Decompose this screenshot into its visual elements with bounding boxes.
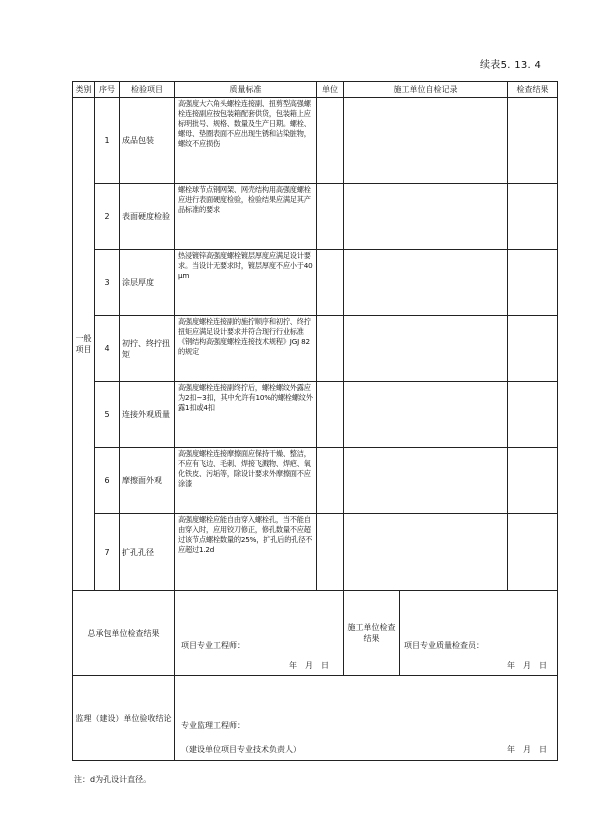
row-result-cell[interactable] <box>508 184 558 250</box>
row-item: 成品包装 <box>120 98 175 184</box>
row-seq: 5 <box>95 382 120 448</box>
signature-row-inspection <box>73 591 558 676</box>
footnote: 注：d为孔设计直径。 <box>74 775 152 784</box>
row-self-check-cell[interactable] <box>344 184 508 250</box>
row-result-cell[interactable] <box>508 382 558 448</box>
row-self-check-cell[interactable] <box>344 316 508 382</box>
row-unit-cell[interactable] <box>317 448 344 514</box>
contractor-engineer-label: 项目专业工程师： <box>181 641 245 650</box>
row-standard: 高强度螺栓连接摩擦面应保持干燥、整洁，不应有飞边、毛刺、焊接飞溅物、焊疤、氧化铁皮、污垢等，除设计要求外摩擦面不应涂漆 <box>175 448 317 514</box>
row-standard: 高强度螺栓应能自由穿入螺栓孔，当不能自由穿入时，应用铰刀修正，修孔数量不应超过该节点螺栓数量的25%，扩孔后的孔径不应超过1.2d <box>175 514 317 591</box>
row-unit-cell[interactable] <box>317 184 344 250</box>
row-self-check-cell[interactable] <box>344 382 508 448</box>
table-row <box>73 316 558 382</box>
header-item: 检验项目 <box>120 82 175 98</box>
table-row <box>73 184 558 250</box>
contractor-date: 年 月 日 <box>289 661 329 670</box>
construction-label: 施工单位检查结果 <box>344 591 400 676</box>
row-item: 摩擦面外观 <box>120 448 175 514</box>
row-seq: 6 <box>95 448 120 514</box>
row-standard: 高强度螺栓连接副终拧后，螺栓螺纹外露应为2扣~3扣，其中允许有10%的螺栓螺纹外露1扣或4扣 <box>175 382 317 448</box>
header-self-check: 施工单位自检记录 <box>344 82 508 98</box>
construction-signature-cell[interactable] <box>400 591 558 676</box>
row-unit-cell[interactable] <box>317 250 344 316</box>
row-item: 表面硬度检验 <box>120 184 175 250</box>
header-row <box>73 82 558 98</box>
row-result-cell[interactable] <box>508 98 558 184</box>
row-seq: 3 <box>95 250 120 316</box>
header-unit: 单位 <box>317 82 344 98</box>
row-self-check-cell[interactable] <box>344 448 508 514</box>
row-unit-cell[interactable] <box>317 514 344 591</box>
category-cell: 一般 项目 <box>73 98 95 591</box>
table-row <box>73 448 558 514</box>
table-row <box>73 98 558 184</box>
construction-inspector-label: 项目专业质量检查员： <box>404 641 484 650</box>
row-result-cell[interactable] <box>508 448 558 514</box>
row-standard: 热浸镀锌高强度螺栓镀层厚度应满足设计要求。当设计无要求时，镀层厚度不应小于40 μm <box>175 250 317 316</box>
row-result-cell[interactable] <box>508 316 558 382</box>
inspection-table <box>72 81 558 761</box>
row-result-cell[interactable] <box>508 250 558 316</box>
table-row <box>73 382 558 448</box>
row-item: 初拧、终拧扭矩 <box>120 316 175 382</box>
row-seq: 4 <box>95 316 120 382</box>
row-self-check-cell[interactable] <box>344 250 508 316</box>
row-item: 连接外观质量 <box>120 382 175 448</box>
table-row <box>73 250 558 316</box>
supervision-label: 监理（建设）单位验收结论 <box>73 676 175 761</box>
supervision-date: 年 月 日 <box>507 745 548 754</box>
row-unit-cell[interactable] <box>317 382 344 448</box>
header-result: 检查结果 <box>508 82 558 98</box>
construction-date: 年 月 日 <box>507 661 548 670</box>
row-seq: 1 <box>95 98 120 184</box>
row-seq: 2 <box>95 184 120 250</box>
owner-representative-label: （建设单位项目专业技术负责人） <box>181 745 301 754</box>
contractor-label: 总承包单位检查结果 <box>73 591 175 676</box>
row-item: 扩孔孔径 <box>120 514 175 591</box>
row-result-cell[interactable] <box>508 514 558 591</box>
header-seq: 序号 <box>95 82 120 98</box>
row-self-check-cell[interactable] <box>344 514 508 591</box>
signature-row-supervision <box>73 676 558 761</box>
table-row <box>73 514 558 591</box>
row-standard: 高强度大六角头螺栓连接副、扭剪型高强螺栓连接副应按包装箱配套供货，包装箱上应标明批号、规格、数量及生产日期。螺栓、螺母、垫圈表面不应出现生锈和沾染脏物，螺纹不应损伤 <box>175 98 317 184</box>
supervision-signature-cell[interactable] <box>175 676 558 761</box>
table-caption: 续表5. 13. 4 <box>480 60 542 71</box>
header-standard: 质量标准 <box>175 82 317 98</box>
row-unit-cell[interactable] <box>317 98 344 184</box>
row-self-check-cell[interactable] <box>344 98 508 184</box>
row-standard: 螺栓球节点钢网架、网壳结构用高强度螺栓应进行表面硬度检验，检验结果应满足其产品标准的要求 <box>175 184 317 250</box>
row-seq: 7 <box>95 514 120 591</box>
supervision-engineer-label: 专业监理工程师： <box>181 721 245 730</box>
row-unit-cell[interactable] <box>317 316 344 382</box>
header-category: 类别 <box>73 82 95 98</box>
row-standard: 高强度螺栓连接副的施拧顺序和初拧、终拧扭矩应满足设计要求并符合现行行业标准《钢结构高强度螺栓连接技术规程》JGJ 82的规定 <box>175 316 317 382</box>
contractor-signature-cell[interactable] <box>175 591 344 676</box>
row-item: 涂层厚度 <box>120 250 175 316</box>
